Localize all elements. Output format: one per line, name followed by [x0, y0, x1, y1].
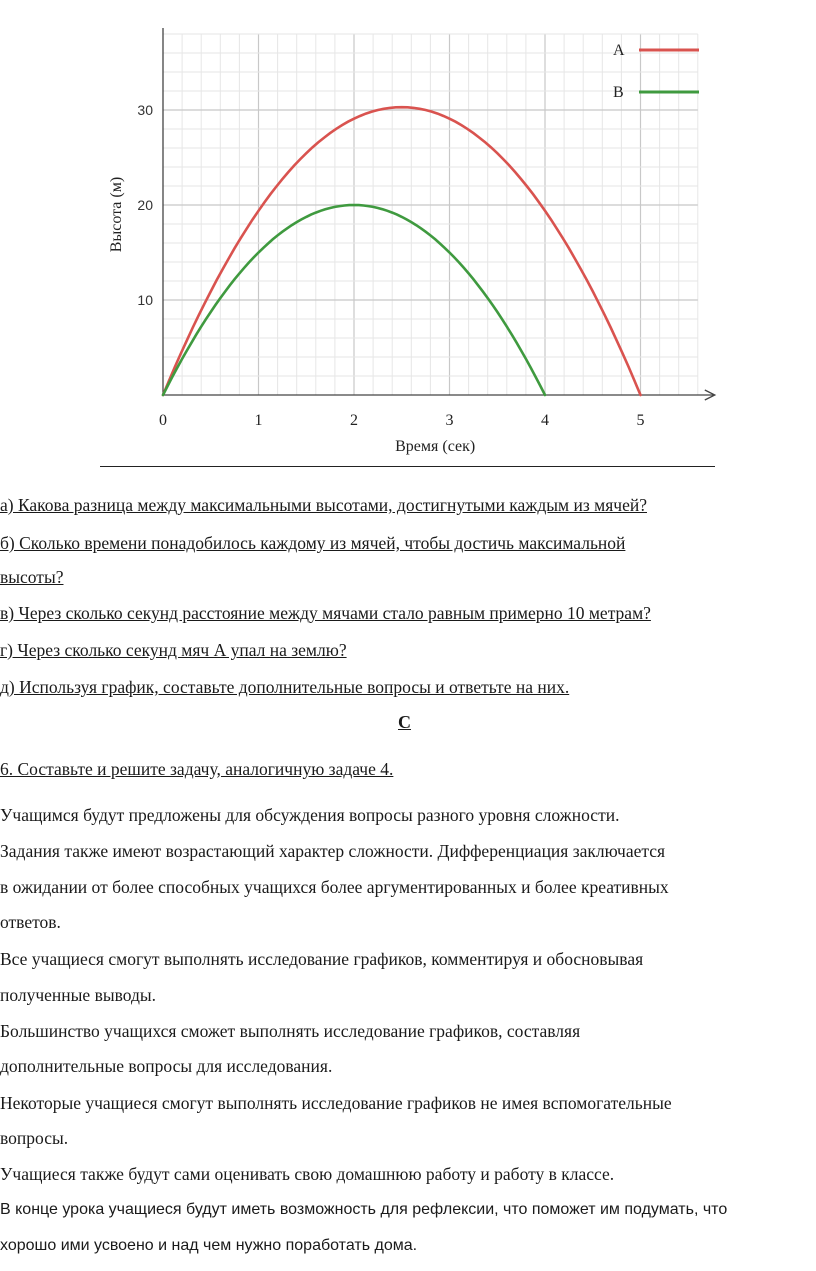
x-tick-label: 4 [541, 412, 549, 429]
question-v: в) Через сколько секунд расстояние между мячами стало равным примерно 10 метрам? [0, 603, 651, 623]
legend-label-A: A [613, 42, 625, 59]
question-d: д) Используя график, составьте дополнительные вопросы и ответьте на них. [0, 677, 570, 697]
paragraph-line: ответов. [0, 912, 61, 932]
x-tick-label: 1 [254, 412, 263, 429]
x-tick-label: 0 [159, 412, 167, 429]
paragraph-line: полученные выводы. [0, 985, 157, 1005]
x-tick-label: 3 [445, 412, 454, 429]
chart-divider [100, 466, 715, 467]
paragraph-line: Учащимся будут предложены для обсуждения вопросы разного уровня сложности. [0, 805, 620, 825]
x-tick-label: 2 [350, 412, 358, 429]
question-a: а) Какова разница между максимальными высотами, достигнутыми каждым из мячей? [0, 495, 647, 515]
y-tick-label: 20 [137, 197, 153, 213]
chart [95, 28, 720, 468]
question-g: г) Через сколько секунд мяч А упал на землю? [0, 640, 347, 660]
x-axis-title: Время (сек) [395, 438, 476, 455]
question-b: б) Сколько времени понадобилось каждому из мячей, чтобы достичь максимальной [0, 533, 626, 553]
paragraph-line: Задания также имеют возрастающий характер сложности. Дифференциация заключается [0, 841, 666, 861]
series-line-A [163, 107, 641, 395]
paragraph-line: дополнительные вопросы для исследования. [0, 1056, 333, 1076]
x-tick-label: 5 [636, 412, 645, 429]
section-label: C [398, 712, 411, 732]
paragraph-line: в ожидании от более способных учащихся более аргументированных и более креативных [0, 877, 669, 897]
y-tick-label: 10 [137, 292, 153, 308]
paragraph-line: вопросы. [0, 1128, 69, 1148]
question-b-cont: высоты? [0, 567, 64, 587]
chart-svg [95, 28, 720, 468]
paragraph-line: Учащиеся также будут сами оценивать свою домашнюю работу и работу в классе. [0, 1164, 615, 1184]
legend-label-B: B [613, 84, 624, 101]
paragraph-line: Все учащиеся смогут выполнять исследование графиков, комментируя и обосновывая [0, 949, 644, 969]
paragraph-line: Некоторые учащиеся смогут выполнять исследование графиков не имея вспомогательные [0, 1093, 672, 1113]
paragraph-line: хорошо ими усвоено и над чем нужно поработать дома. [0, 1237, 418, 1254]
y-tick-label: 30 [137, 102, 153, 118]
paragraph-line: Большинство учащихся сможет выполнять исследование графиков, составляя [0, 1021, 581, 1041]
task-6: 6. Составьте и решите задачу, аналогичную задаче 4. [0, 759, 394, 779]
y-axis-title: Высота (м) [108, 176, 125, 253]
paragraph-line: В конце урока учащиеся будут иметь возможность для рефлексии, что поможет им подумать, что [0, 1201, 728, 1218]
